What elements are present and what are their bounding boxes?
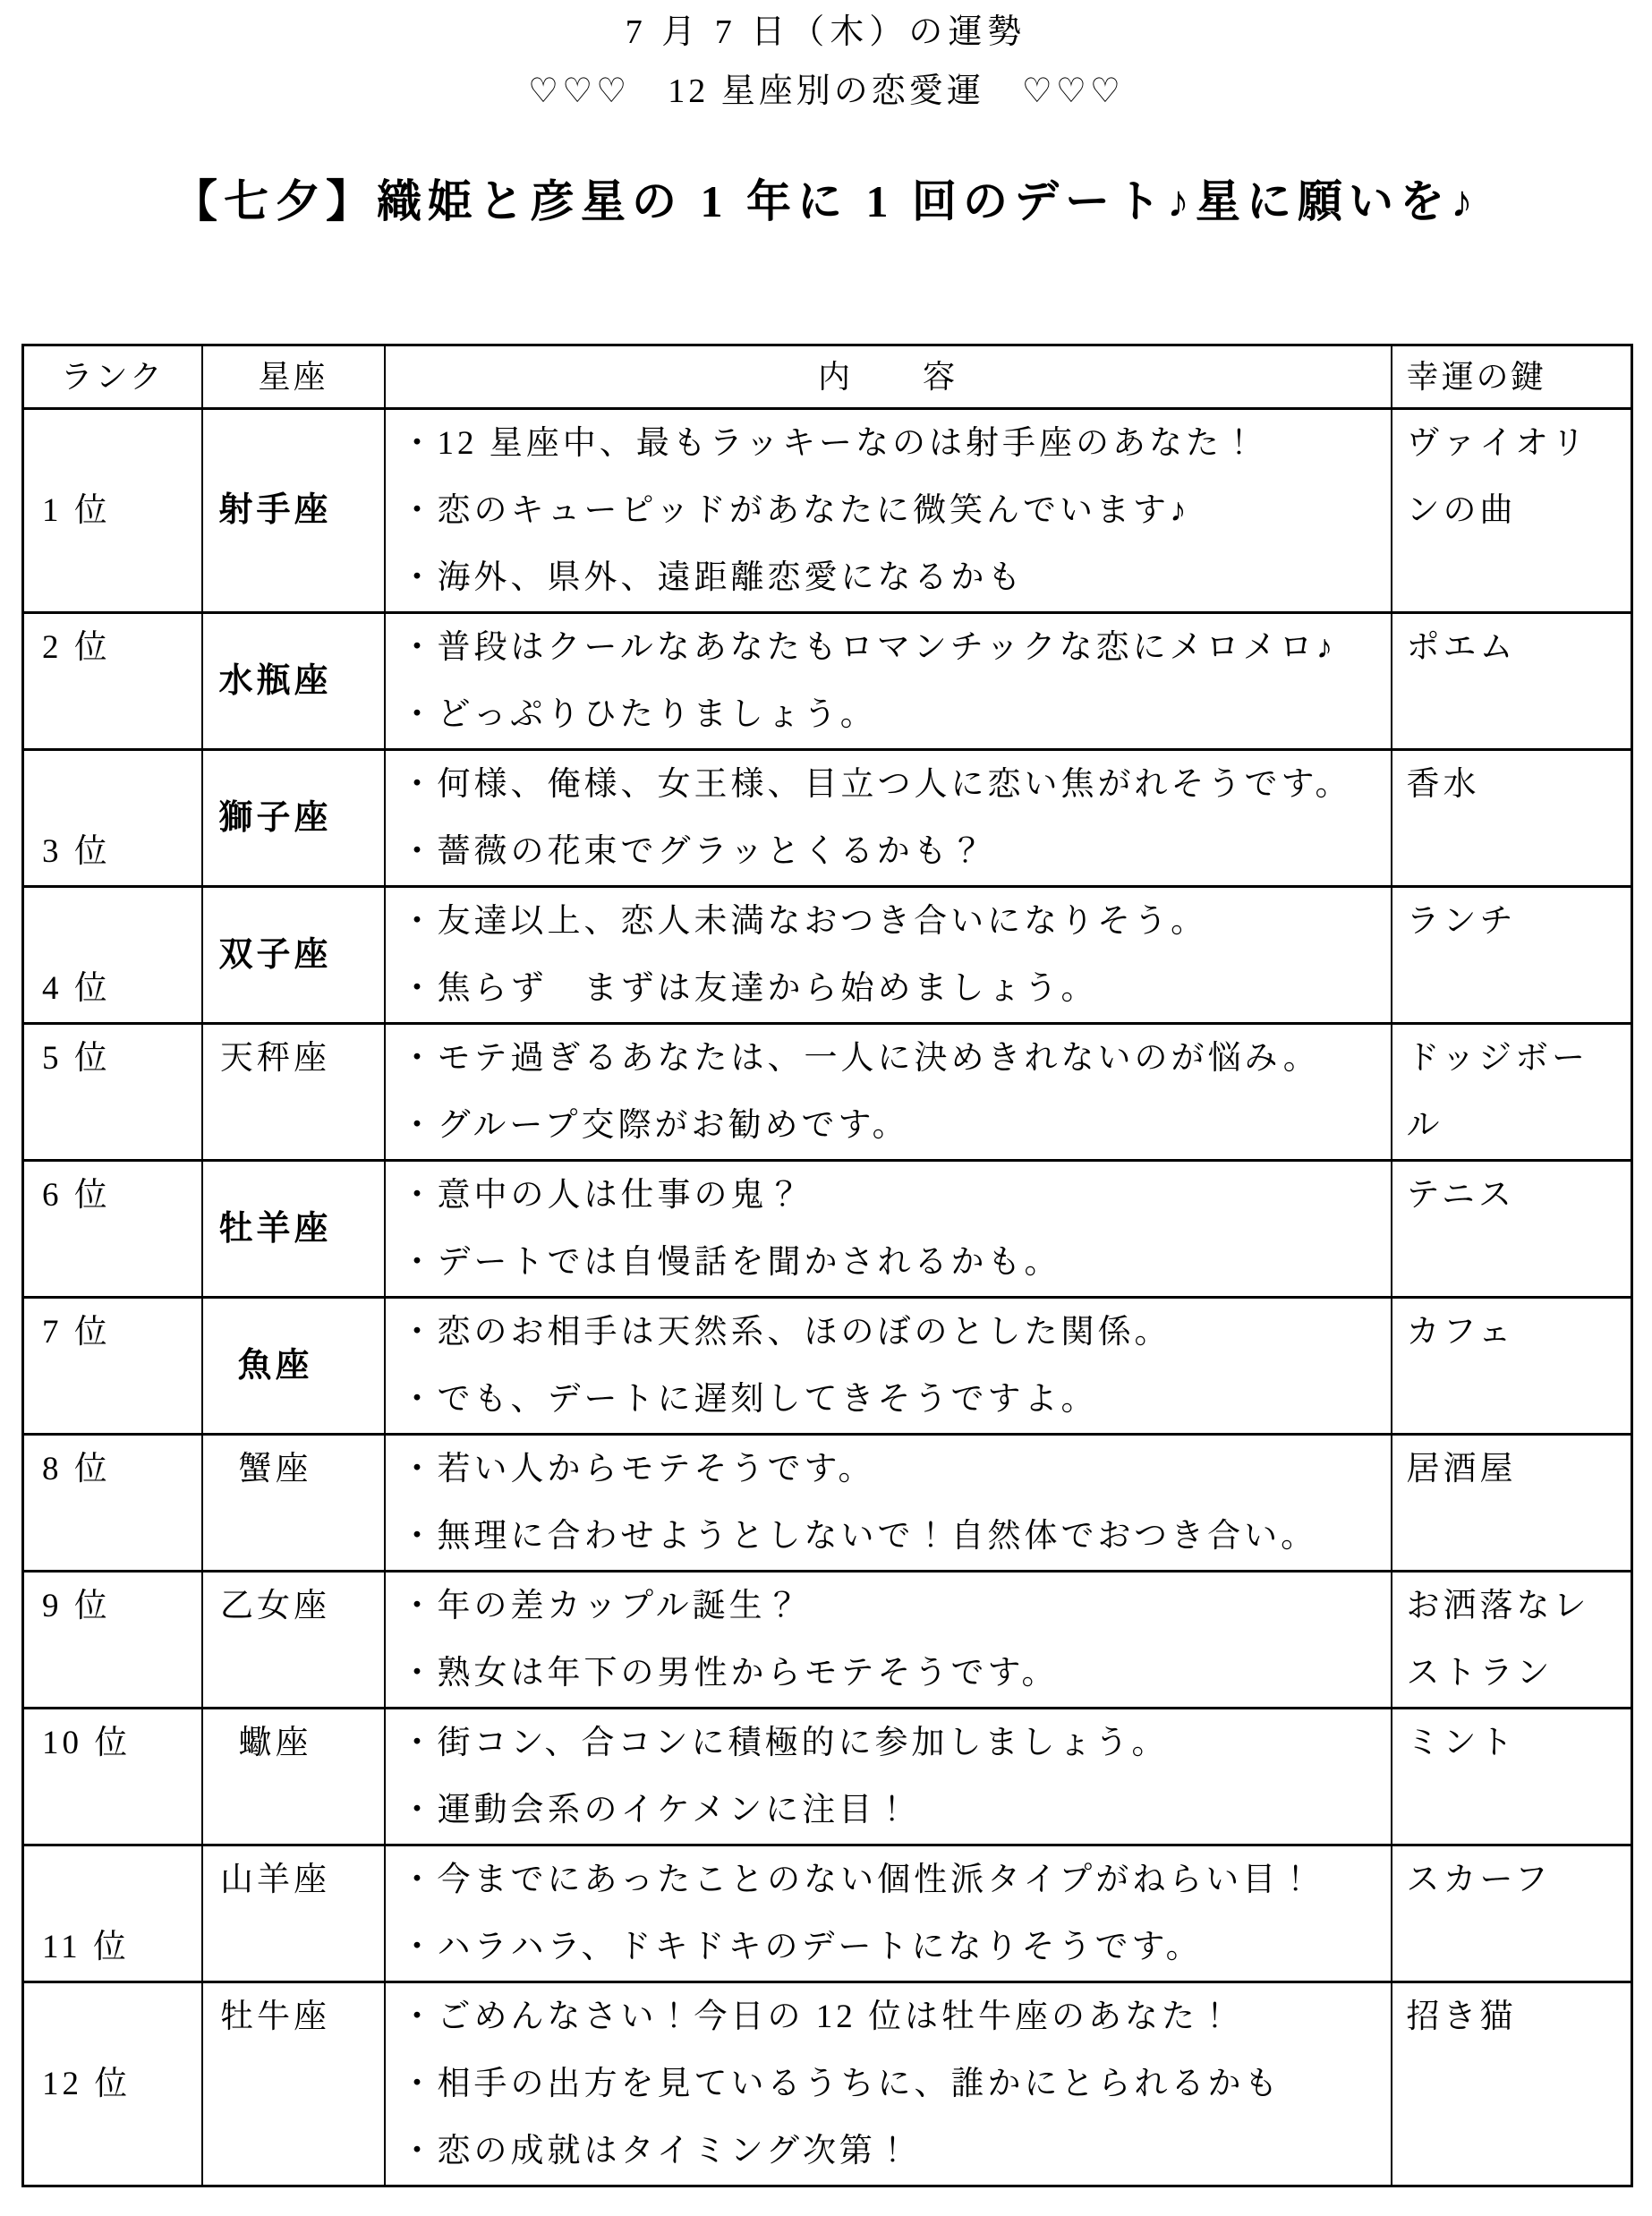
rank-cell: 4 位	[23, 887, 202, 1024]
sign-cell: 牡羊座	[202, 1161, 385, 1298]
table-row	[23, 1845, 1632, 1982]
rank-cell: 3 位	[23, 750, 202, 887]
content-cell	[385, 409, 1392, 613]
header-rank: ランク	[23, 345, 202, 409]
content-line: ・でも、デートに遅刻してきそうですよ。	[400, 1381, 1098, 1418]
table-row	[23, 1298, 1632, 1435]
rank-cell: 7 位	[23, 1298, 202, 1435]
content-line: ・恋のお相手は天然系、ほのぼのとした関係。	[400, 1314, 1171, 1351]
sign-cell: 射手座	[202, 409, 385, 613]
content-line: ・グループ交際がお勧めです。	[400, 1107, 909, 1144]
content-cell	[385, 613, 1392, 750]
content-cell	[385, 1298, 1392, 1435]
table-row	[23, 613, 1632, 750]
rank-cell: 9 位	[23, 1572, 202, 1709]
content-line: ・相手の出方を見ているうちに、誰かにとられるかも	[400, 2066, 1282, 2102]
content-line: ・海外、県外、遠距離恋愛になるかも	[400, 559, 1025, 596]
content-cell	[385, 1982, 1392, 2186]
content-line: ・熟女は年下の男性からモテそうです。	[400, 1655, 1059, 1692]
sign-cell: 天秤座	[202, 1024, 385, 1161]
table-row	[23, 1572, 1632, 1709]
lucky-key-cell: ランチ	[1392, 887, 1632, 1024]
content-cell	[385, 1845, 1392, 1982]
sign-cell: 牡牛座	[202, 1982, 385, 2186]
lucky-key-cell: 居酒屋	[1392, 1435, 1632, 1572]
table-header	[23, 345, 1632, 409]
sign-cell: 蟹座	[202, 1435, 385, 1572]
content-cell	[385, 1572, 1392, 1709]
lucky-key-cell: スカーフ	[1392, 1845, 1632, 1982]
content-cell	[385, 1709, 1392, 1845]
content-line: ・デートでは自慢話を聞かされるかも。	[400, 1244, 1061, 1281]
table-row	[23, 1982, 1632, 2186]
subtitle-love-fortune: ♡♡♡ 12 星座別の恋愛運 ♡♡♡	[528, 72, 1124, 110]
content-line: ・何様、俺様、女王様、目立つ人に恋い焦がれそうです。	[400, 766, 1352, 803]
content-cell	[385, 750, 1392, 887]
fortune-table	[21, 344, 1633, 2187]
content-line: ・普段はクールなあなたもロマンチックな恋にメロメロ♪	[400, 629, 1337, 666]
header-sign: 星座	[202, 345, 385, 409]
content-line: ・どっぷりひたりましょう。	[400, 696, 877, 733]
content-line: ・薔薇の花束でグラッとくるかも？	[400, 833, 987, 870]
rank-cell: 12 位	[23, 1982, 202, 2186]
content-line: ・ハラハラ、ドキドキのデートになりそうです。	[400, 1929, 1203, 1965]
table-row	[23, 887, 1632, 1024]
table-row	[23, 1024, 1632, 1161]
rank-cell: 5 位	[23, 1024, 202, 1161]
header-content: 内 容	[385, 345, 1392, 409]
content-line: ・恋の成就はタイミング次第！	[400, 2133, 914, 2169]
lucky-key-cell: ヴァイオリンの曲	[1392, 409, 1632, 613]
sign-cell: 水瓶座	[202, 613, 385, 750]
table-row	[23, 1709, 1632, 1845]
header-row	[23, 345, 1632, 409]
page-title: 【七夕】織姫と彦星の 1 年に 1 回のデート♪星に願いを♪	[173, 176, 1479, 226]
lucky-key-cell: ドッジボール	[1392, 1024, 1632, 1161]
table-row	[23, 1435, 1632, 1572]
content-line: ・恋のキューピッドがあなたに微笑んでいます♪	[400, 492, 1190, 529]
table-row	[23, 409, 1632, 613]
table-row	[23, 1161, 1632, 1298]
content-line: ・年の差カップル誕生？	[400, 1588, 803, 1624]
content-line: ・今までにあったことのない個性派タイプがねらい目！	[400, 1862, 1316, 1898]
lucky-key-cell: ポエム	[1392, 613, 1632, 750]
content-cell	[385, 1024, 1392, 1161]
sign-cell: 獅子座	[202, 750, 385, 887]
content-line: ・友達以上、恋人未満なおつき合いになりそう。	[400, 903, 1208, 940]
content-cell	[385, 1161, 1392, 1298]
lucky-key-cell: テニス	[1392, 1161, 1632, 1298]
lucky-key-cell: お洒落なレストラン	[1392, 1572, 1632, 1709]
lucky-key-cell: カフェ	[1392, 1298, 1632, 1435]
rank-cell: 1 位	[23, 409, 202, 613]
sign-cell: 蠍座	[202, 1709, 385, 1845]
rank-cell: 2 位	[23, 613, 202, 750]
content-line: ・ごめんなさい！今日の 12 位は牡牛座のあなた！	[400, 1999, 1235, 2035]
rank-cell: 11 位	[23, 1845, 202, 1982]
date-line: 7 月 7 日（木）の運勢	[625, 13, 1027, 51]
content-line: ・街コン、合コンに積極的に参加しましょう。	[400, 1725, 1169, 1761]
content-line: ・モテ過ぎるあなたは、一人に決めきれないのが悩み。	[400, 1040, 1320, 1077]
content-line: ・12 星座中、最もラッキーなのは射手座のあなた！	[400, 425, 1260, 462]
lucky-key-cell: 招き猫	[1392, 1982, 1632, 2186]
sign-cell: 乙女座	[202, 1572, 385, 1709]
content-line: ・若い人からモテそうです。	[400, 1451, 875, 1487]
rank-cell: 6 位	[23, 1161, 202, 1298]
lucky-key-cell: ミント	[1392, 1709, 1632, 1845]
table-row	[23, 750, 1632, 887]
lucky-key-cell: 香水	[1392, 750, 1632, 887]
content-line: ・焦らず まずは友達から始めましょう。	[400, 970, 1098, 1007]
header-lucky-key: 幸運の鍵	[1392, 345, 1632, 409]
content-line: ・運動会系のイケメンに注目！	[400, 1792, 913, 1828]
content-cell	[385, 1435, 1392, 1572]
document-header	[0, 13, 1652, 233]
rank-cell: 8 位	[23, 1435, 202, 1572]
table-body	[23, 409, 1632, 2186]
sign-cell: 魚座	[202, 1298, 385, 1435]
sign-cell: 山羊座	[202, 1845, 385, 1982]
content-line: ・無理に合わせようとしないで！自然体でおつき合い。	[400, 1518, 1318, 1555]
sign-cell: 双子座	[202, 887, 385, 1024]
content-line: ・意中の人は仕事の鬼？	[400, 1177, 805, 1214]
content-cell	[385, 887, 1392, 1024]
rank-cell: 10 位	[23, 1709, 202, 1845]
